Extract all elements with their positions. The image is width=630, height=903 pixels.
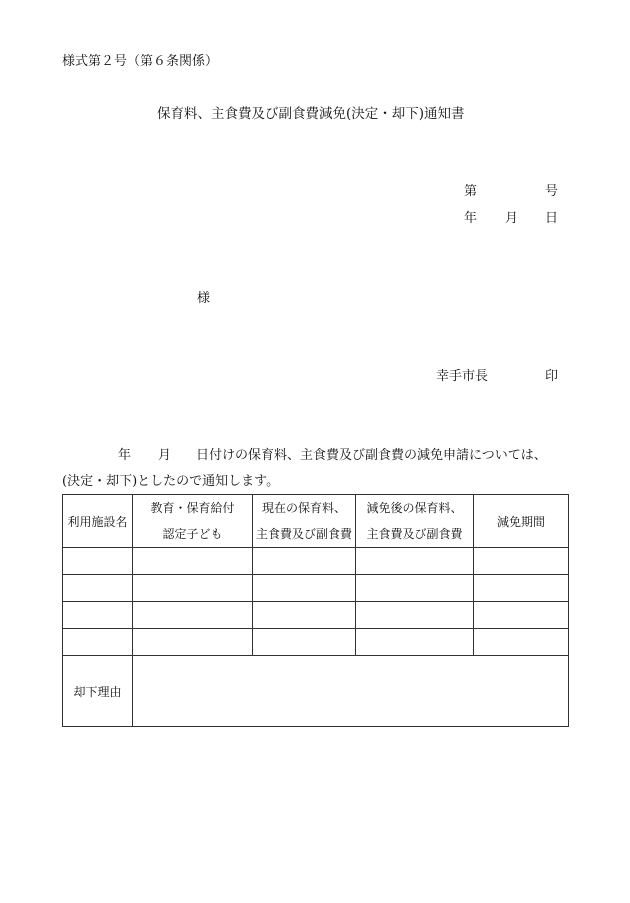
table-cell (133, 629, 253, 656)
table-cell (356, 575, 474, 602)
header-reduced-fees-line2: 主食費及び副食費 (366, 527, 463, 541)
body-month-label: 月 (158, 448, 172, 463)
table-cell (356, 629, 474, 656)
document-number-prefix: 第 (464, 184, 478, 199)
form-number: 様式第２号（第６条関係） (62, 54, 219, 69)
table-header-row (63, 495, 569, 548)
table-row (63, 629, 569, 656)
table-row (63, 602, 569, 629)
body-year-label: 年 (118, 448, 132, 463)
table-row (63, 548, 569, 575)
table-cell (63, 602, 133, 629)
header-current-fees-line2: 主食費及び副食費 (255, 527, 352, 541)
table-cell (63, 548, 133, 575)
table-cell (474, 575, 569, 602)
header-certified-child (133, 495, 253, 548)
table-cell (253, 602, 356, 629)
table-row (63, 575, 569, 602)
table-cell (253, 629, 356, 656)
header-current-fees-line1: 現在の保育料、 (261, 501, 346, 515)
table-cell (133, 548, 253, 575)
document-number-suffix: 号 (545, 184, 559, 199)
header-reduction-period: 減免期間 (474, 495, 569, 548)
table-cell (63, 629, 133, 656)
rejection-reason-row (63, 656, 569, 727)
rejection-reason-field (133, 656, 569, 727)
table-cell (356, 548, 474, 575)
body-text-line2: (決定・却下)としたので通知します。 (62, 474, 280, 489)
header-certified-child-line2: 認定子ども (162, 527, 223, 541)
header-certified-child-line1: 教育・保育給付 (150, 501, 235, 515)
header-reduced-fees (356, 495, 474, 548)
reduction-table (62, 494, 569, 727)
rejection-reason-label: 却下理由 (63, 656, 133, 727)
addressee-honorific: 様 (197, 291, 211, 306)
header-reduced-fees-line1: 減免後の保育料、 (366, 501, 463, 515)
table-cell (474, 629, 569, 656)
date-day-label: 日 (545, 211, 559, 226)
date-month-label: 月 (505, 211, 519, 226)
issuer-name: 幸手市長 (436, 369, 489, 384)
table-cell (63, 575, 133, 602)
table-cell (474, 548, 569, 575)
table-cell (253, 575, 356, 602)
table-cell (474, 602, 569, 629)
table-cell (133, 602, 253, 629)
table-cell (253, 548, 356, 575)
table-cell (356, 602, 474, 629)
header-facility-name: 利用施設名 (63, 495, 133, 548)
date-year-label: 年 (464, 211, 478, 226)
body-text-line1: 日付けの保育料、主食費及び副食費の減免申請については、 (196, 448, 547, 463)
document-title: 保育料、主食費及び副食費減免(決定・却下)通知書 (157, 106, 465, 122)
table-cell (133, 575, 253, 602)
header-current-fees (253, 495, 356, 548)
seal-mark: 印 (545, 369, 559, 384)
